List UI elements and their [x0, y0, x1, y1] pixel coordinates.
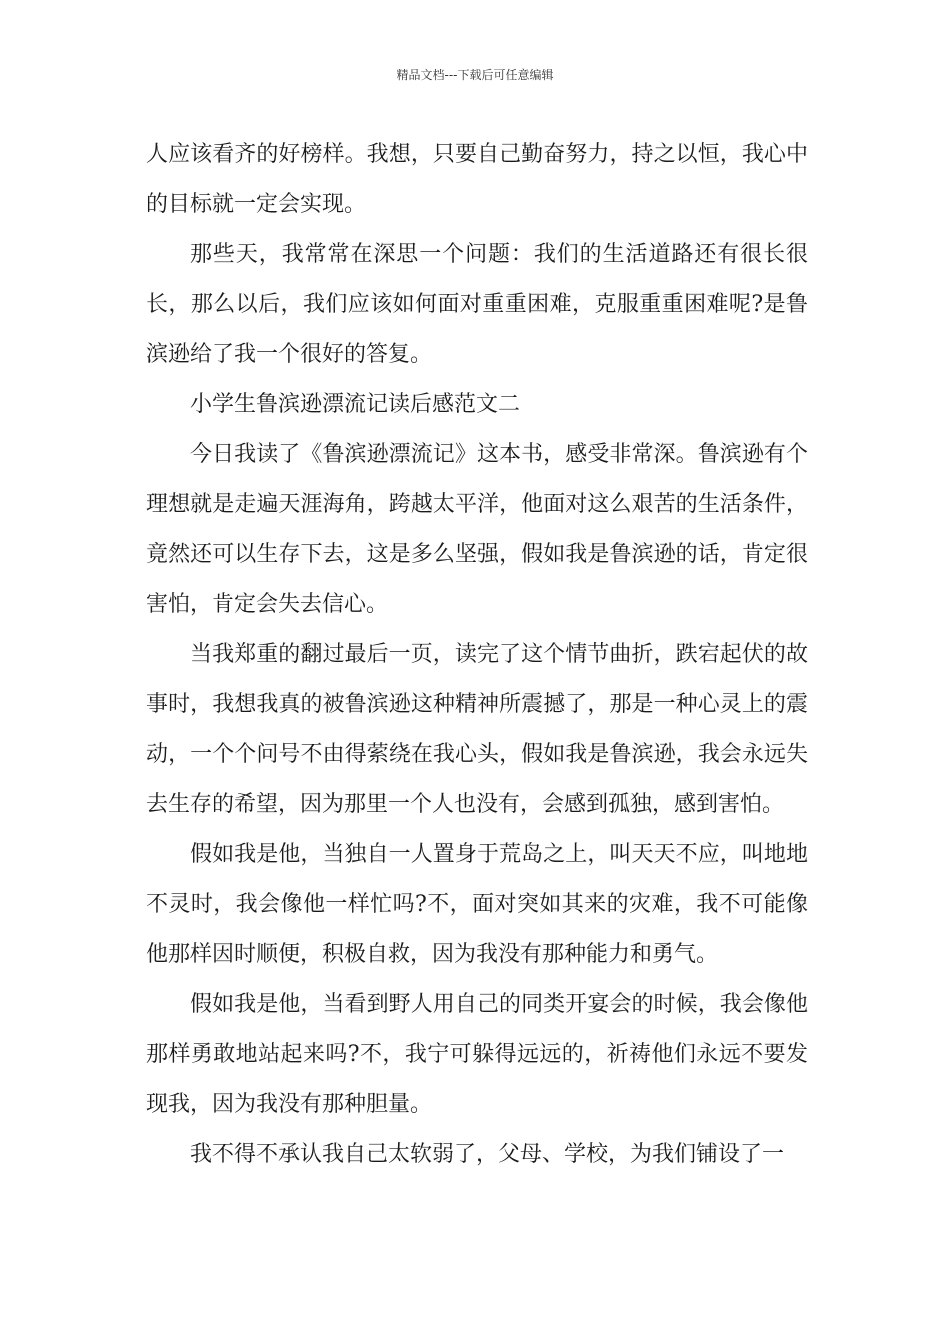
section-heading: 小学生鲁滨逊漂流记读后感范文二: [190, 392, 521, 417]
paragraph-4: 当我郑重的翻过最后一页，读完了这个情节曲折，跌宕起伏的故事时，我想我真的被鲁滨逊这种精神所震撼了，那是一种心灵上的震动，一个个问号不由得萦绕在我心头，假如我是鲁滨逊，我会永远失去生存的希望，因为那里一个人也没有，会感到孤独，感到害怕。: [146, 642, 808, 817]
paragraph-5: 假如我是他，当独自一人置身于荒岛之上，叫天天不应，叫地地不灵时，我会像他一样忙吗?不，面对突如其来的灾难，我不可能像他那样因时顺便，积极自救，因为我没有那种能力和勇气。: [146, 842, 808, 967]
paragraph-2: 那些天，我常常在深思一个问题：我们的生活道路还有很长很长，那么以后，我们应该如何面对重重困难，克服重重困难呢?是鲁滨逊给了我一个很好的答复。: [146, 242, 808, 367]
paragraph-1: 人应该看齐的好榜样。我想，只要自己勤奋努力，持之以恒，我心中的目标就一定会实现。: [146, 142, 808, 217]
page-header: 精品文档---下载后可任意编辑: [396, 68, 554, 82]
paragraph-7: 我不得不承认我自己太软弱了，父母、学校，为我们铺设了一: [190, 1142, 785, 1167]
paragraph-3: 今日我读了《鲁滨逊漂流记》这本书，感受非常深。鲁滨逊有个理想就是走遍天涯海角，跨越太平洋，他面对这么艰苦的生活条件，竟然还可以生存下去，这是多么坚强，假如我是鲁滨逊的话，肯定很害怕，肯定会失去信心。: [146, 442, 808, 617]
document-body: [146, 130, 808, 1180]
paragraph-6: 假如我是他，当看到野人用自己的同类开宴会的时候，我会像他那样勇敢地站起来吗?不，我宁可躲得远远的，祈祷他们永远不要发现我，因为我没有那种胆量。: [146, 992, 808, 1117]
